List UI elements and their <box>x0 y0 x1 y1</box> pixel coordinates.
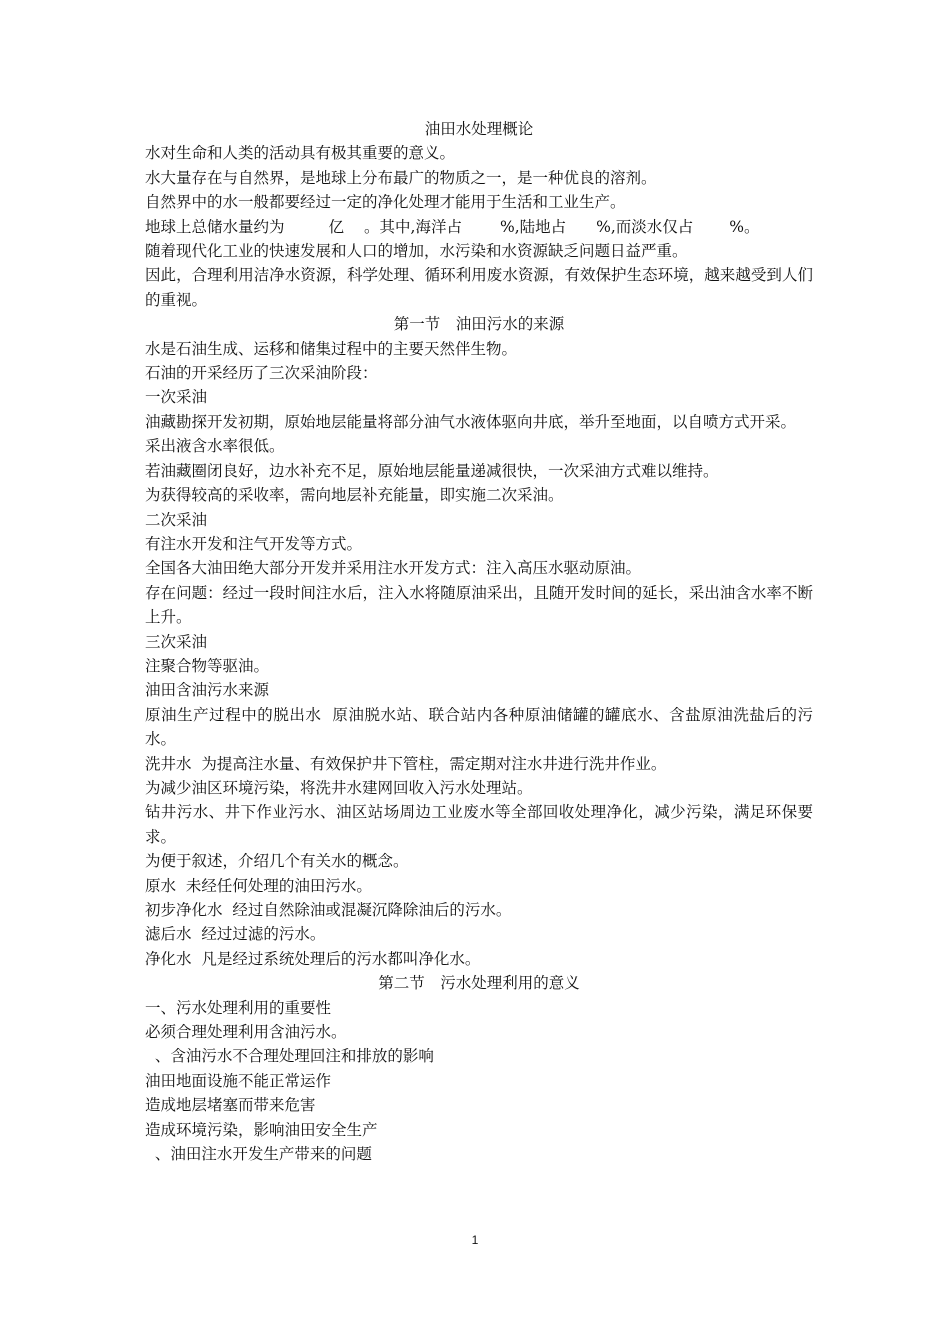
paragraph: 洗井水 为提高注水量、有效保护井下管柱，需定期对注水井进行洗井作业。 <box>145 754 667 773</box>
paragraph: 必须合理处理利用含油污水。 <box>145 1023 347 1042</box>
reserve-text-5: %,而淡水仅占 <box>596 217 694 236</box>
paragraph: 水大量存在与自然界，是地球上分布最广的物质之一，是一种优良的溶剂。 <box>145 168 657 187</box>
water-reserve-paragraph <box>145 215 813 239</box>
subheading: 一次采油 <box>145 388 208 407</box>
paragraph: 石油的开采经历了三次采油阶段： <box>145 364 378 383</box>
definition: 初步净化水 经过自然除油或混凝沉降除油后的污水。 <box>145 901 512 919</box>
paragraph: 有注水开发和注气开发等方式。 <box>145 534 363 553</box>
reserve-text-3: 。其中,海洋占 <box>364 217 462 236</box>
paragraph: 为获得较高的采收率，需向地层补充能量，即实施二次采油。 <box>145 486 564 505</box>
paragraph: 为便于叙述，介绍几个有关水的概念。 <box>145 852 409 871</box>
subheading: 一、污水处理利用的重要性 <box>145 998 332 1017</box>
paragraph: 全国各大油田绝大部分开发并采用注水开发方式：注入高压水驱动原油。 <box>145 559 642 578</box>
reserve-text-1: 地球上总储水量约为 <box>145 217 285 236</box>
document-title: 油田水处理概论 <box>424 120 534 138</box>
subheading: 三次采油 <box>145 632 208 651</box>
paragraph: 自然界中的水一般都要经过一定的净化处理才能用于生活和工业生产。 <box>145 193 626 212</box>
paragraph: 注聚合物等驱油。 <box>145 656 270 675</box>
paragraph: 若油藏圈闭良好，边水补充不足，原始地层能量递减很快，一次采油方式难以维持。 <box>145 461 719 480</box>
paragraph: 采出液含水率很低。 <box>145 437 285 456</box>
section-1-heading: 第一节 油田污水的来源 <box>393 315 565 334</box>
section-2-heading: 第二节 污水处理利用的意义 <box>378 974 580 993</box>
paragraph: 钻井污水、井下作业污水、油区站场周边工业废水等全部回收处理净化，减少污染，满足环保要求。 <box>145 803 813 846</box>
paragraph: 油藏勘探开发初期，原始地层能量将部分油气水液体驱向井底，举升至地面，以自喷方式开采。 <box>145 412 797 431</box>
subheading: 、油田注水开发生产带来的问题 <box>145 1145 372 1164</box>
page-number: 1 <box>471 1233 479 1247</box>
paragraph: 随着现代化工业的快速发展和人口的增加，水污染和水资源缺乏问题日益严重。 <box>145 242 688 261</box>
document-body <box>145 117 813 1166</box>
list-item: 油田地面设施不能正常运作 <box>145 1071 332 1090</box>
list-item: 造成环境污染，影响油田安全生产 <box>145 1120 378 1139</box>
paragraph: 因此，合理利用洁净水资源，科学处理、循环利用废水资源，有效保护生态环境，越来越受到人们的重视。 <box>145 266 813 309</box>
definition: 净化水 凡是经过系统处理后的污水都叫净化水。 <box>145 949 481 968</box>
subheading: 油田含油污水来源 <box>145 681 270 700</box>
paragraph: 存在问题：经过一段时间注水后，注入水将随原油采出，且随开发时间的延长，采出油含水率不断上升。 <box>145 583 813 627</box>
reserve-text-6: %。 <box>729 217 760 236</box>
reserve-text-2: 亿 <box>328 217 345 236</box>
paragraph: 原油生产过程中的脱出水 原油脱水站、联合站内各种原油储罐的罐底水、含盐原油洗盐后的污水。 <box>145 705 813 749</box>
reserve-text-4: %,陆地占 <box>499 217 567 236</box>
subheading: 、含油污水不合理处理回注和排放的影响 <box>145 1047 434 1066</box>
definition: 滤后水 经过过滤的污水。 <box>145 925 326 944</box>
paragraph: 为减少油区环境污染，将洗井水建网回收入污水处理站。 <box>145 778 533 797</box>
subheading: 二次采油 <box>145 510 208 529</box>
list-item: 造成地层堵塞而带来危害 <box>145 1096 316 1115</box>
definition: 原水 未经任何处理的油田污水。 <box>145 876 372 895</box>
paragraph: 水是石油生成、运移和储集过程中的主要天然伴生物。 <box>145 339 518 358</box>
paragraph: 水对生命和人类的活动具有极其重要的意义。 <box>145 144 456 163</box>
